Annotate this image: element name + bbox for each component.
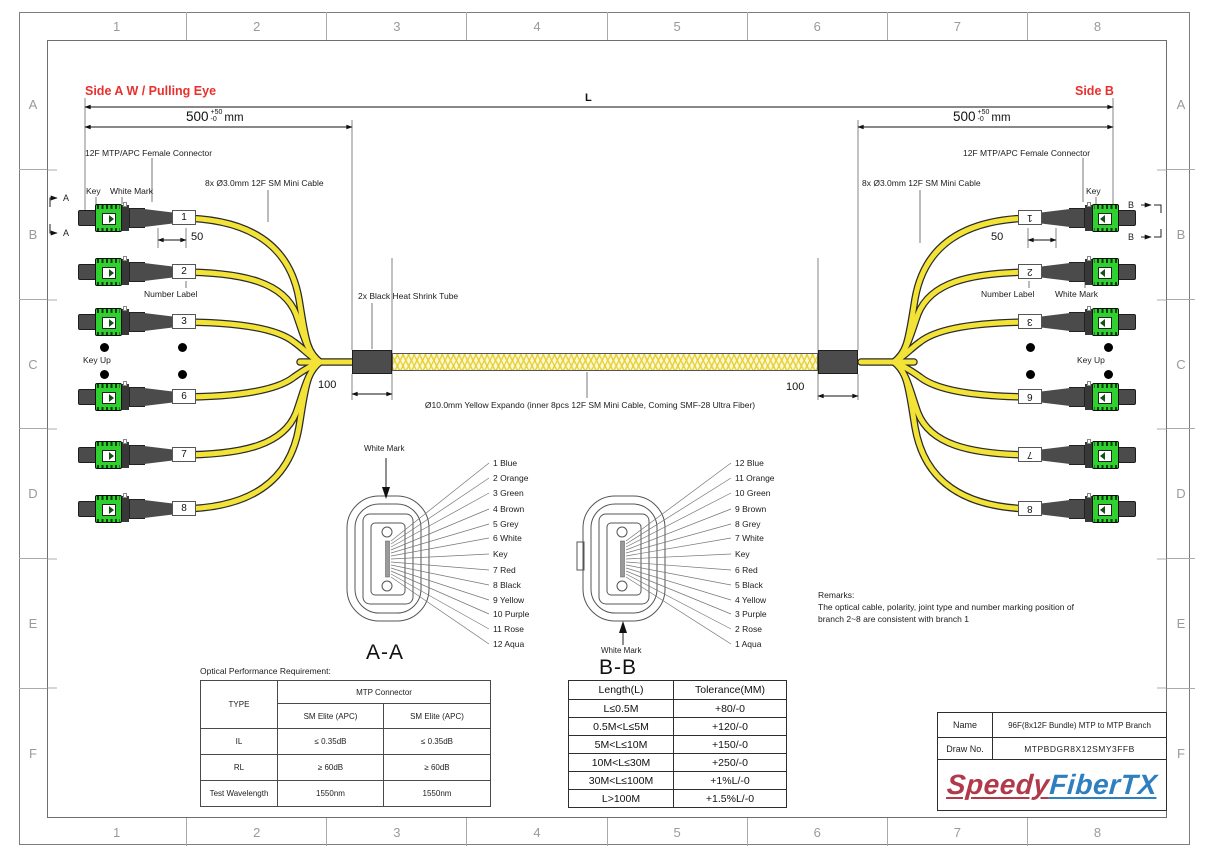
connector-body (1092, 308, 1119, 336)
grid-col-ref: 8 (1093, 824, 1102, 840)
mini-cable-callout-right: 8x Ø3.0mm 12F SM Mini Cable (862, 178, 981, 188)
key-window (1098, 392, 1112, 404)
key-up-label-left: Key Up (83, 355, 111, 365)
grid-row-ref: C (1167, 300, 1195, 430)
ellipsis-dot (100, 343, 109, 352)
cross-section-aa (347, 496, 429, 621)
connector-body (95, 441, 122, 469)
grid-col-ref: 4 (467, 12, 607, 40)
white-mark-arrow-aa (382, 458, 390, 499)
grid-col-ref: 4 (467, 818, 607, 846)
neck (1069, 387, 1085, 407)
dim-100-left: 100 (318, 379, 337, 391)
ellipsis-dot (1104, 343, 1113, 352)
fiber-label: 11 Orange (735, 473, 775, 483)
white-mark (1087, 202, 1091, 207)
optical-sub-header: SM Elite (APC) (384, 704, 491, 729)
key-arrow-icon (1100, 394, 1105, 402)
neck (129, 499, 145, 519)
dim-500mm-right (953, 109, 1011, 124)
tol-plus: +50 (977, 109, 990, 116)
heat-shrink-tube-right (818, 350, 858, 374)
optical-type-header: TYPE (201, 681, 278, 729)
grid-col-ref: 5 (608, 818, 748, 846)
collar (1085, 309, 1092, 335)
fiber-label: 2 Rose (735, 624, 762, 634)
connector-body (1092, 383, 1119, 411)
mtp-connector-a1 (78, 204, 182, 232)
dim-tolerance (978, 109, 990, 124)
key-callout-left: Key (86, 186, 101, 196)
ferrule (1117, 447, 1136, 463)
white-mark-callout-right: White Mark (1055, 289, 1098, 299)
name-label: Name (938, 713, 993, 737)
tolerance-cell: +1.5%L/-0 (674, 790, 787, 808)
white-mark-label-bb: White Mark (601, 646, 642, 655)
remarks-line: branch 2~8 are consistent with branch 1 (818, 614, 969, 624)
white-mark (123, 202, 127, 207)
cross-section-bb (577, 496, 665, 621)
optical-performance-table (200, 680, 491, 807)
dim-tolerance (211, 109, 223, 124)
dim-unit: mm (224, 112, 244, 124)
branch-number-label (1018, 501, 1042, 516)
grid-col-ref: 3 (327, 12, 467, 40)
key-arrow-icon (1100, 269, 1105, 277)
white-mark (123, 381, 127, 386)
heat-shrink-tube-left (352, 350, 392, 374)
key-window (1098, 213, 1112, 225)
collar (122, 496, 129, 522)
grid-col-ref: 8 (1093, 18, 1102, 34)
key-arrow-icon (1100, 319, 1105, 327)
tolerance-header: Tolerance(MM) (674, 681, 787, 700)
mtp-connector-a6 (78, 383, 182, 411)
ellipsis-dot (100, 370, 109, 379)
optical-group-header: MTP Connector (278, 681, 491, 704)
optical-cell: ≤ 0.35dB (384, 729, 491, 755)
mtp-connector-b2 (1032, 258, 1136, 286)
connector-body (95, 495, 122, 523)
key-arrow-icon (109, 506, 114, 514)
white-mark (1087, 493, 1091, 498)
fiber-label: 8 Black (493, 580, 521, 590)
optical-cell: ≤ 0.35dB (278, 729, 384, 755)
collar (122, 384, 129, 410)
dim-50-right: 50 (991, 231, 1004, 243)
fiber-label: 10 Green (735, 488, 771, 498)
optical-cell: ≥ 60dB (278, 755, 384, 781)
logo-text-fibertx: FiberTX (1048, 769, 1159, 800)
grid-row-ref: E (1167, 559, 1195, 689)
branch-number: 8 (1027, 503, 1033, 514)
grid-col-ref: 7 (888, 12, 1028, 40)
fiber-label: Key (493, 549, 508, 559)
key-arrow-icon (109, 452, 114, 460)
length-dim-label: L (585, 92, 592, 104)
grid-row-ref: F (1177, 746, 1185, 762)
grid-row-ref: E (19, 559, 47, 689)
tol-plus: +50 (210, 109, 223, 116)
fiber-label: 11 Rose (493, 624, 525, 634)
key-arrow-icon (109, 319, 114, 327)
fiber-label: 4 Brown (493, 504, 525, 514)
grid-col-ref: 3 (327, 818, 467, 846)
branch-number-label: 8 (172, 501, 196, 516)
optical-cell: ≥ 60dB (384, 755, 491, 781)
fiber-label: 6 White (493, 533, 522, 543)
fiber-label: 5 Black (735, 580, 763, 590)
tolerance-cell: L>100M (569, 790, 674, 808)
connector-callout-left: 12F MTP/APC Female Connector (85, 148, 213, 158)
section-title-bb: B-B (599, 656, 638, 679)
ellipsis-dot (1026, 343, 1035, 352)
optical-cell: RL (201, 755, 278, 781)
connector-body (95, 258, 122, 286)
grid-col-ref: 2 (187, 818, 327, 846)
fiber-label: 2 Orange (493, 473, 529, 483)
ferrule (1117, 264, 1136, 280)
remarks-line: The optical cable, polarity, joint type and number marking position of (818, 602, 1074, 612)
branch-number-label (1018, 264, 1042, 279)
branch-number: 3 (1027, 316, 1033, 327)
tol-minus: -0 (977, 116, 984, 123)
branch-number-label: 2 (172, 264, 196, 279)
tolerance-cell: 30M<L≤100M (569, 772, 674, 790)
mtp-connector-b1 (1032, 204, 1136, 232)
logo-text-speedy: Speedy (945, 769, 1051, 800)
grid-row-ref: D (1167, 429, 1195, 559)
tolerance-cell: +120/-0 (674, 718, 787, 736)
side-a-title: Side A W / Pulling Eye (85, 84, 217, 98)
neck (129, 262, 145, 282)
draw-no-label: Draw No. (938, 738, 993, 759)
fiber-label: 12 Blue (735, 458, 764, 468)
neck (1069, 312, 1085, 332)
optical-table-title: Optical Performance Requirement: (200, 666, 331, 676)
mtp-connector-a7 (78, 441, 182, 469)
title-block-drawno-row (938, 738, 1166, 760)
optical-cell: IL (201, 729, 278, 755)
collar (1085, 496, 1092, 522)
section-marker-b2: B (1128, 232, 1135, 242)
length-tolerance-table (568, 680, 787, 808)
white-mark (123, 256, 127, 261)
grid-row-ref: A (1167, 40, 1195, 170)
white-mark (1087, 256, 1091, 261)
key-arrow-icon (109, 269, 114, 277)
collar (1085, 259, 1092, 285)
remarks-block (818, 589, 1148, 625)
white-mark-label-aa: White Mark (364, 444, 405, 453)
ferrule (1117, 501, 1136, 517)
collar (1085, 384, 1092, 410)
grid-col-ref: 6 (748, 12, 888, 40)
collar (122, 259, 129, 285)
key-window (1098, 504, 1112, 516)
tolerance-header: Length(L) (569, 681, 674, 700)
ellipsis-dot (178, 343, 187, 352)
connector-callout-right: 12F MTP/APC Female Connector (963, 148, 1091, 158)
connector-body (95, 383, 122, 411)
fanout-lines-bb (626, 463, 731, 644)
tolerance-cell: L≤0.5M (569, 700, 674, 718)
branch-number: 7 (1027, 449, 1033, 460)
connector-body (1092, 495, 1119, 523)
key-callout-right: Key (1086, 186, 1101, 196)
mtp-connector-a8 (78, 495, 182, 523)
grid-row-ref: B (1167, 170, 1195, 300)
grid-row-ref: B (19, 170, 47, 300)
branch-number-label (1018, 314, 1042, 329)
draw-no-value: MTPBDGR8X12SMY3FFB (1024, 743, 1135, 754)
white-mark-callout-left: White Mark (110, 186, 153, 196)
tol-minus: -0 (210, 116, 217, 123)
grid-col-ref: 5 (608, 12, 748, 40)
collar (122, 442, 129, 468)
fiber-label: 1 Blue (493, 458, 518, 468)
key-window (102, 392, 116, 404)
branch-number-label (1018, 389, 1042, 404)
branch-number-label: 1 (172, 210, 196, 225)
branch-number-label: 6 (172, 389, 196, 404)
grid-row-ref: D (19, 429, 47, 559)
neck (129, 312, 145, 332)
tolerance-cell: +80/-0 (674, 700, 787, 718)
title-block (937, 712, 1167, 811)
optical-cell: 1550nm (384, 781, 491, 807)
connector-body (95, 204, 122, 232)
mtp-connector-b7 (1032, 441, 1136, 469)
mtp-connector-a3 (78, 308, 182, 336)
grid-col-ref: 1 (47, 818, 187, 846)
key-window (1098, 267, 1112, 279)
key-window (102, 450, 116, 462)
fiber-label: 9 Brown (735, 504, 767, 514)
fiber-label: 7 White (735, 533, 764, 543)
white-mark (1087, 381, 1091, 386)
speedyfibertx-logo (946, 769, 1159, 801)
key-window (102, 213, 116, 225)
optical-cell: Test Wavelength (201, 781, 278, 807)
connector-body (1092, 441, 1119, 469)
grid-row-ref: F (29, 746, 37, 762)
remarks-title: Remarks: (818, 590, 855, 600)
dim-100-right: 100 (786, 381, 805, 393)
fiber-label: 7 Red (493, 565, 516, 575)
title-block-name-row (938, 713, 1166, 738)
fiber-label: 3 Green (493, 488, 524, 498)
neck (1069, 208, 1085, 228)
tolerance-cell: +150/-0 (674, 736, 787, 754)
grid-col-ref: 6 (748, 818, 888, 846)
fiber-label: 1 Aqua (735, 639, 762, 649)
neck (1069, 499, 1085, 519)
dim-value: 500 (186, 109, 209, 124)
fiber-label: 5 Grey (493, 519, 519, 529)
section-marker-a1: A (63, 193, 70, 203)
ferrule (1117, 389, 1136, 405)
branch-number: 2 (1027, 266, 1033, 277)
number-label-callout-right: Number Label (981, 289, 1035, 299)
collar (1085, 205, 1092, 231)
connector-body (1092, 258, 1119, 286)
neck (129, 445, 145, 465)
ellipsis-dot (1104, 370, 1113, 379)
collar (1085, 442, 1092, 468)
neck (1069, 262, 1085, 282)
neck (129, 208, 145, 228)
mtp-connector-a2 (78, 258, 182, 286)
white-mark (123, 439, 127, 444)
ferrule (1117, 210, 1136, 226)
side-b-title: Side B (1075, 84, 1114, 98)
fiber-label: 10 Purple (493, 609, 530, 619)
collar (122, 309, 129, 335)
white-mark (123, 493, 127, 498)
dim-value: 500 (953, 109, 976, 124)
key-up-label-right: Key Up (1077, 355, 1105, 365)
mtp-connector-b8 (1032, 495, 1136, 523)
connector-body (1092, 204, 1119, 232)
fiber-label: Key (735, 549, 750, 559)
company-logo (938, 760, 1166, 810)
expando-callout: Ø10.0mm Yellow Expando (inner 8pcs 12F SM Mini Cable, Coming SMF-28 Ultra Fiber) (424, 400, 756, 410)
branch-number-label: 7 (172, 447, 196, 462)
key-window (102, 317, 116, 329)
key-arrow-icon (109, 394, 114, 402)
key-window (1098, 450, 1112, 462)
fiber-label: 4 Yellow (735, 595, 767, 605)
white-mark (123, 306, 127, 311)
white-mark-arrow-bb (619, 621, 627, 645)
branch-number: 1 (1027, 212, 1033, 223)
dim-50-left: 50 (191, 231, 204, 243)
name-value: 96F(8x12F Bundle) MTP to MTP Branch (1008, 720, 1151, 730)
mtp-connector-b6 (1032, 383, 1136, 411)
ellipsis-dot (178, 370, 187, 379)
fanout-lines-aa (391, 463, 489, 644)
key-window (102, 267, 116, 279)
branch-number-label (1018, 447, 1042, 462)
fiber-label: 6 Red (735, 565, 758, 575)
yellow-expando-sleeve (392, 353, 818, 371)
fiber-label: 3 Purple (735, 609, 767, 619)
shrink-tube-callout: 2x Black Heat Shrink Tube (358, 291, 459, 301)
ferrule (1117, 314, 1136, 330)
branch-number-label: 3 (172, 314, 196, 329)
collar (122, 205, 129, 231)
grid-col-ref: 7 (888, 818, 1028, 846)
key-window (102, 504, 116, 516)
white-mark (1087, 439, 1091, 444)
key-arrow-icon (1100, 506, 1105, 514)
grid-col-ref: 1 (47, 12, 187, 40)
white-mark (1087, 306, 1091, 311)
section-marker-b1: B (1128, 200, 1135, 210)
dim-unit: mm (991, 112, 1011, 124)
key-arrow-icon (109, 215, 114, 223)
fiber-label: 9 Yellow (493, 595, 525, 605)
grid-row-ref: A (19, 40, 47, 170)
ellipsis-dot (1026, 370, 1035, 379)
dim-500mm-left (186, 109, 244, 124)
grid-col-ref: 2 (187, 12, 327, 40)
optical-sub-header: SM Elite (APC) (278, 704, 384, 729)
neck (1069, 445, 1085, 465)
branch-number-label (1018, 210, 1042, 225)
mini-cable-callout-left: 8x Ø3.0mm 12F SM Mini Cable (205, 178, 324, 188)
number-label-callout-left: Number Label (144, 289, 198, 299)
tolerance-cell: +1%L/-0 (674, 772, 787, 790)
tolerance-cell: 10M<L≤30M (569, 754, 674, 772)
tolerance-cell: +250/-0 (674, 754, 787, 772)
branch-number: 6 (1027, 391, 1033, 402)
mtp-connector-b3 (1032, 308, 1136, 336)
tolerance-cell: 0.5M<L≤5M (569, 718, 674, 736)
optical-cell: 1550nm (278, 781, 384, 807)
key-arrow-icon (1100, 452, 1105, 460)
tolerance-cell: 5M<L≤10M (569, 736, 674, 754)
fiber-label: 8 Grey (735, 519, 761, 529)
key-window (1098, 317, 1112, 329)
section-marker-a2: A (63, 228, 70, 238)
key-arrow-icon (1100, 215, 1105, 223)
connector-body (95, 308, 122, 336)
section-title-aa: A-A (366, 641, 405, 664)
fiber-label: 12 Aqua (493, 639, 525, 649)
grid-row-ref: C (19, 300, 47, 430)
neck (129, 387, 145, 407)
